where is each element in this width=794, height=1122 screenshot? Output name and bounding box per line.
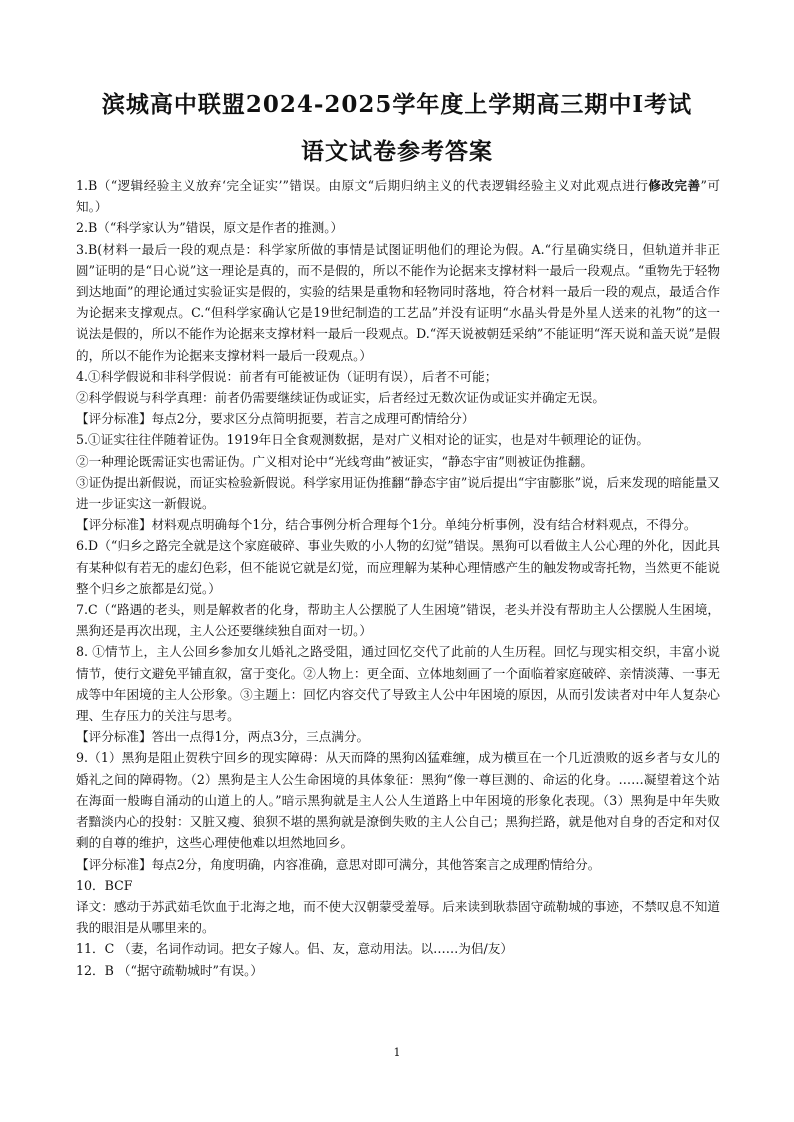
page-subtitle: 语文试卷参考答案 [301,138,493,165]
page-title: 滨城高中联盟2024-2025学年度上学期高三期中Ⅰ考试 [101,91,693,118]
answer-q3: 3.B(材料一最后一段的观点是：科学家所做的事情是试图证明他们的理论为假。A.“行星确实绕日，但轨道并非正圆”证明的是“日心说”这一理论是真的，而不是假的，所以不能作为论据来支撑材料一最后一段观点。“重物先于轻物到达地面”的理论通过实验证实是假的，实验的结果是重物和轻物同时落地，符合材料一最后一段的观点，最适合作为论据来支撑观点。C.“但科学家确认它是19世纪制造的工艺品”并没有证明“水晶头骨是外星人送来的礼物”的这一说法是假的，所以不能作为论据来支撑材料一最后一段观点。D.“浑天说被朝廷采纳”不能证明“浑天说和盖天说”是假的，所以不能作为论据来支撑材料一最后一段观点。） [76,241,720,363]
answer-q11: 11．C （妻，名词作动词。把女子嫁人。侣、友，意动用法。以……为侣/友） [76,941,513,957]
answer-body [76,175,720,981]
scoring-standard-q4: 【评分标准】每点2分，要求区分点简明扼要，若言之成理可酌情给分） [76,411,475,427]
answer-q5-point1: 5.①证实往往伴随着证伪。1919年日全食观测数据，是对广义相对论的证实，也是对牛顿理论的证伪。 [76,432,650,448]
answer-q4-point2: ②科学假说与科学真理：前者仍需要继续证伪或证实，后者经过无数次证伪或证实并确定无误。 [76,390,605,406]
answer-q10: 10．BCF [76,877,133,893]
emphasis-text: 修改完善 [648,178,701,193]
scoring-standard-q9: 【评分标准】每点2分，角度明确，内容准确，意思对即可满分，其他答案言之成理酌情给分。 [76,856,601,872]
answer-q5-point2: ②一种理论既需证实也需证伪。广义相对论中“光线弯曲”被证实，“静态宇宙”则被证伪推翻。 [76,453,593,469]
answer-q8: 8. ①情节上，主人公回乡参加女儿婚礼之路受阻，通过回忆交代了此前的人生历程。回忆与现实相交织，丰富小说情节，使行文避免平铺直叙，富于变化。②人物上：更全面、立体地刻画了一个面临着家庭破碎、亲情淡薄、一事无成等中年困境的主人公形象。③主题上：回忆内容交代了导致主人公中年困境的原因，从而引发读者对中年人复杂心理、生存压力的关注与思考。 [76,644,720,724]
answer-q12: 12．B （“据守疏勒城时”有误。） [76,962,263,978]
page-number: 1 [393,1046,401,1059]
scoring-standard-q5: 【评分标准】材料观点明确每个1分，结合事例分析合理每个1分。单纯分析事例，没有结合材料观点，不得分。 [76,517,697,533]
answer-q1: 1.B（“逻辑经验主义放弃‘完全证实’”错误。由原文“后期归纳主义的代表逻辑经验主义对此观点进行修改完善”可知。） [76,178,720,215]
answer-q9: 9.（1）黑狗是阻止贺秩宁回乡的现实障碍：从天而降的黑狗凶猛难缠，成为横亘在一个几近溃败的返乡者与女儿的婚礼之间的障碍物。（2）黑狗是主人公生命困境的具体象征：黑狗“像一尊巨测的、命运的化身。……凝望着这个站在海面一般晦自涌动的山道上的人。”暗示黑狗就是主人公人生道路上中年困境的形象化表现。（3）黑狗是中年失败者黯淡内心的投射：又脏又瘦、狼狈不堪的黑狗就是潦倒失败的主人公自己；黑狗拦路，就是他对自身的否定和对仅剩的自尊的维护，这些心理使他难以坦然地回乡。 [76,750,720,851]
scoring-standard-q8: 【评分标准】答出一点得1分，两点3分，三点满分。 [76,729,370,745]
answer-q5-point3: ③证伪提出新假说，而证实检验新假说。科学家用证伪推翻“静态宇宙”说后提出“宇宙膨胀”说，后来发现的暗能量又进一步证实这一新假说。 [76,474,720,512]
answer-q4-point1: 4.①科学假说和非科学假说：前者有可能被证伪（证明有误），后者不可能； [76,368,498,384]
answer-q7: 7.C（“路遇的老头，则是解救者的化身，帮助主人公摆脱了人生困境”错误，老头并没有帮助主人公摆脱人生困境，黑狗还是再次出现，主人公还要继续独自面对一切。） [76,602,720,639]
translation-q10: 译文：感动于苏武茹毛饮血于北海之地，而不使大汉朝蒙受羞辱。后来读到耿恭固守疏勒城的事迹，不禁叹息不知道我的眼泪是从哪里来的。 [76,898,720,936]
answer-q2: 2.B（“科学家认为”错误，原文是作者的推测。） [76,220,344,236]
answer-q6: 6.D（“归乡之路完全就是这个家庭破碎、事业失败的小人物的幻觉”错误。黑狗可以看做主人公心理的外化，因此具有某种似有若无的虚幻色彩，但不能说它就是幻觉，而应理解为某种心理情感产生的触发物或寄托物，当然更不能说整个归乡之旅都是幻觉。） [76,538,720,596]
